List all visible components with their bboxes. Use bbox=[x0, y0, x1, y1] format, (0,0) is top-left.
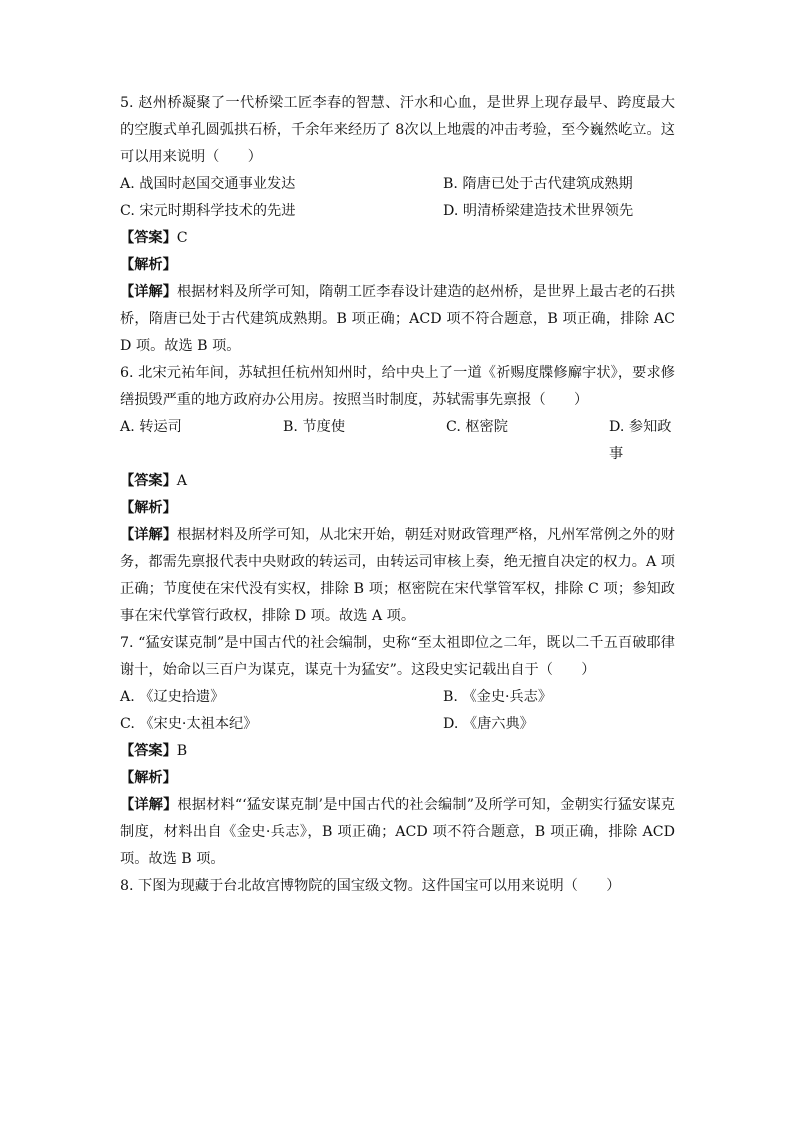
question-5-options bbox=[120, 171, 675, 225]
page-content bbox=[120, 90, 675, 900]
question-7-stem: 7. “猛安谋克制”是中国古代的社会编制，史称“至太祖即位之二年，既以二千五百破耶律谢十，始命以三百户为谋克，谋克十为猛安”。这段史实记载出自于（ ） bbox=[120, 635, 675, 678]
question-5-option-a: A. 战国时赵国交通事业发达 bbox=[120, 176, 296, 192]
answer-value: A bbox=[176, 473, 188, 489]
question-5-stem: 5. 赵州桥凝聚了一代桥梁工匠李春的智慧、汗水和心血，是世界上现存最早、跨度最大的空腹式单孔圆弧拱石桥，千余年来经历了 8次以上地震的冲击考验，至今巍然屹立。这可以用来说明（ ） bbox=[120, 95, 675, 165]
question-5-option-d: D. 明清桥梁建造技术世界领先 bbox=[443, 203, 634, 219]
question-5-analysis bbox=[120, 252, 675, 279]
question-7-options bbox=[120, 684, 675, 738]
question-5-option-b: B. 隋唐已处于古代建筑成熟期 bbox=[443, 176, 633, 192]
detail-text: 根据材料及所学可知，从北宋开始，朝廷对财政管理严格，凡州军常例之外的财务，都需先禀报代表中央财政的转运司，由转运司审核上奏，绝无擅自决定的权力。A 项正确；节度使在宋代没有实权，排除 B 项；枢密院在宋代掌管军权，排除 C 项；参知政事在宋代掌管行政权，排除 D 项。故选 A 项。 bbox=[120, 527, 675, 624]
question-7-option-a: A. 《辽史拾遗》 bbox=[120, 689, 225, 705]
question-6-option-c: C. 枢密院 bbox=[446, 419, 508, 435]
detail-text: 根据材料“‘猛安谋克制’是中国古代的社会编制”及所学可知，金朝实行猛安谋克制度，材料出自《金史·兵志》，B 项正确；ACD 项不符合题意，B 项正确，排除 ACD 项。故选 B 项。 bbox=[120, 797, 675, 867]
question-6-option-b: B. 节度使 bbox=[283, 419, 346, 435]
question-5-answer bbox=[120, 225, 675, 252]
answer-tag: 【答案】 bbox=[120, 743, 177, 759]
question-6-option-a: A. 转运司 bbox=[120, 419, 182, 435]
answer-value: C bbox=[176, 230, 188, 246]
answer-tag: 【答案】 bbox=[120, 473, 177, 489]
analysis-tag: 【解析】 bbox=[120, 770, 177, 786]
analysis-tag: 【解析】 bbox=[120, 500, 177, 516]
answer-value: B bbox=[176, 743, 188, 759]
question-7-option-c: C. 《宋史·太祖本纪》 bbox=[120, 716, 258, 732]
detail-text: 根据材料及所学可知，隋朝工匠李春设计建造的赵州桥，是世界上最古老的石拱桥，隋唐已处于古代建筑成熟期。B 项正确；ACD 项不符合题意，B 项正确，排除 ACD 项。故选 B 项。 bbox=[120, 284, 675, 354]
answer-tag: 【答案】 bbox=[120, 230, 177, 246]
question-6-stem: 6. 北宋元祐年间，苏轼担任杭州知州时，给中央上了一道《祈赐度牒修廨宇状》，要求修缮损毁严重的地方政府办公用房。按照当时制度，苏轼需事先禀报（ ） bbox=[120, 365, 675, 408]
question-6-detail bbox=[120, 522, 675, 630]
detail-tag: 【详解】 bbox=[120, 797, 178, 813]
question-7-answer bbox=[120, 738, 675, 765]
analysis-tag: 【解析】 bbox=[120, 257, 177, 273]
question-6-analysis bbox=[120, 495, 675, 522]
question-6-options bbox=[120, 414, 675, 468]
question-6-answer bbox=[120, 468, 675, 495]
question-6-option-d: D. 参知政事 bbox=[609, 419, 672, 462]
question-7-analysis bbox=[120, 765, 675, 792]
question-8-stem: 8. 下图为现藏于台北故宫博物院的国宝级文物。这件国宝可以用来说明（ ） bbox=[120, 878, 621, 894]
question-7-option-b: B. 《金史·兵志》 bbox=[443, 689, 553, 705]
detail-tag: 【详解】 bbox=[120, 527, 177, 543]
detail-tag: 【详解】 bbox=[120, 284, 177, 300]
question-7-detail bbox=[120, 792, 675, 873]
question-5-option-c: C. 宋元时期科学技术的先进 bbox=[120, 203, 296, 219]
question-5-detail bbox=[120, 279, 675, 360]
question-7-option-d: D. 《唐六典》 bbox=[443, 716, 534, 732]
